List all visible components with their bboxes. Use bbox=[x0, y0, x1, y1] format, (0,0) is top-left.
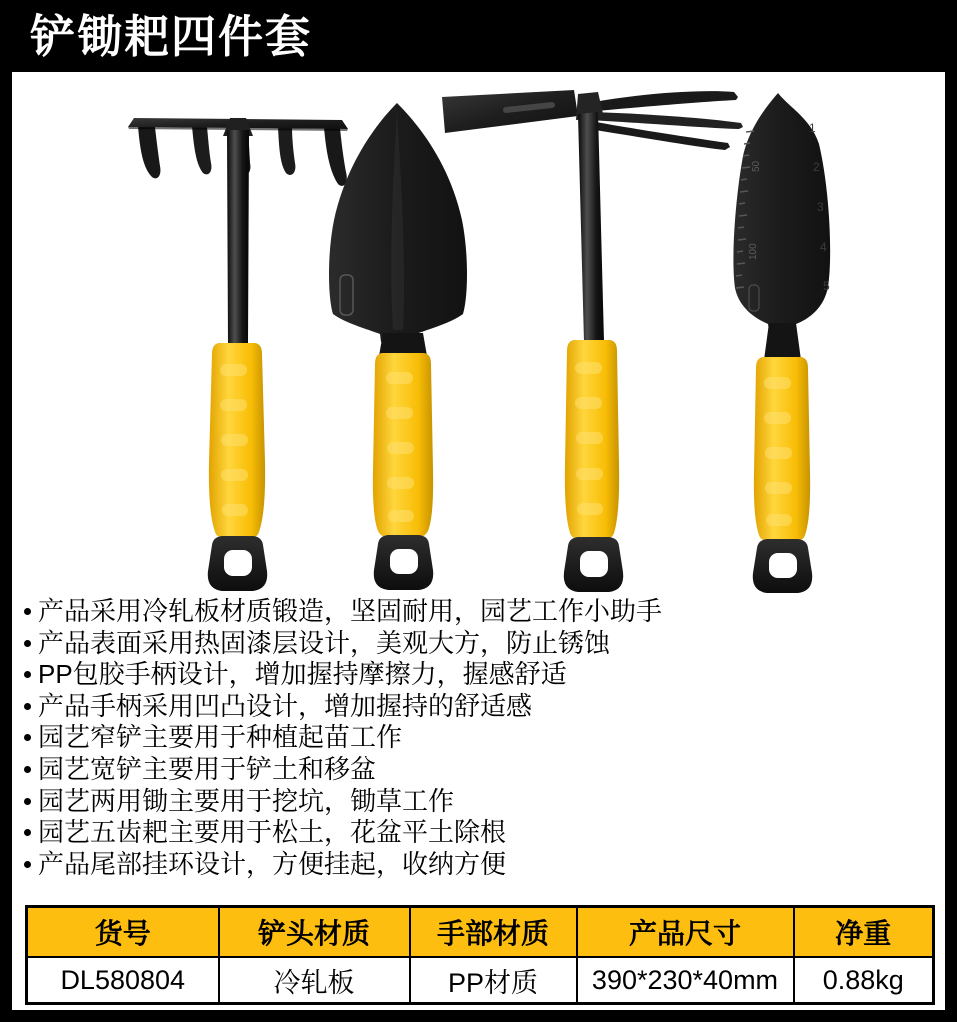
narrow-shovel-tool-image bbox=[733, 93, 830, 593]
feature-item: 产品表面采用热固漆层设计，美观大方，防止锈蚀 bbox=[24, 628, 939, 660]
feature-item: 产品采用冷轧板材质锻造，坚固耐用，园艺工作小助手 bbox=[24, 596, 939, 628]
spec-value-dimensions: 390*230*40mm bbox=[577, 957, 794, 1004]
spec-table bbox=[25, 905, 935, 1005]
rake-tool-image bbox=[128, 118, 348, 591]
spec-value-handle-material: PP材质 bbox=[410, 957, 577, 1004]
dual-hoe-tool-image bbox=[442, 90, 743, 592]
spec-header-net-weight: 净重 bbox=[794, 907, 934, 958]
feature-item: 产品尾部挂环设计，方便挂起，收纳方便 bbox=[24, 849, 939, 881]
spec-header-dimensions: 产品尺寸 bbox=[577, 907, 794, 958]
feature-item: 园艺五齿耙主要用于松土，花盆平土除根 bbox=[24, 817, 939, 849]
product-photo bbox=[12, 72, 945, 595]
wide-shovel-tool-image bbox=[329, 103, 467, 590]
feature-item: 园艺两用锄主要用于挖坑，锄草工作 bbox=[24, 786, 939, 818]
spec-value-item-no: DL580804 bbox=[27, 957, 219, 1004]
feature-item: 园艺窄铲主要用于种植起苗工作 bbox=[24, 722, 939, 754]
scale-label-100: 100 bbox=[748, 243, 759, 260]
spec-header-head-material: 铲头材质 bbox=[219, 907, 410, 958]
svg-text:2: 2 bbox=[813, 160, 820, 174]
spec-value-head-material: 冷轧板 bbox=[219, 957, 410, 1004]
scale-label-50: 50 bbox=[751, 160, 762, 172]
title-bar bbox=[0, 0, 957, 72]
svg-text:5: 5 bbox=[823, 279, 830, 293]
feature-item: PP包胶手柄设计，增加握持摩擦力，握感舒适 bbox=[24, 659, 939, 691]
content-area bbox=[12, 72, 945, 1010]
svg-text:3: 3 bbox=[817, 200, 824, 214]
svg-text:1: 1 bbox=[809, 121, 816, 135]
feature-item: 产品手柄采用凹凸设计，增加握持的舒适感 bbox=[24, 691, 939, 723]
page-title: 铲锄耙四件套 bbox=[30, 10, 313, 62]
spec-header-row bbox=[27, 907, 934, 958]
feature-item: 园艺宽铲主要用于铲土和移盆 bbox=[24, 754, 939, 786]
spec-header-handle-material: 手部材质 bbox=[410, 907, 577, 958]
spec-header-item-no: 货号 bbox=[27, 907, 219, 958]
spec-value-row bbox=[27, 957, 934, 1004]
svg-text:4: 4 bbox=[820, 240, 827, 254]
feature-list bbox=[24, 596, 939, 880]
spec-value-net-weight: 0.88kg bbox=[794, 957, 934, 1004]
